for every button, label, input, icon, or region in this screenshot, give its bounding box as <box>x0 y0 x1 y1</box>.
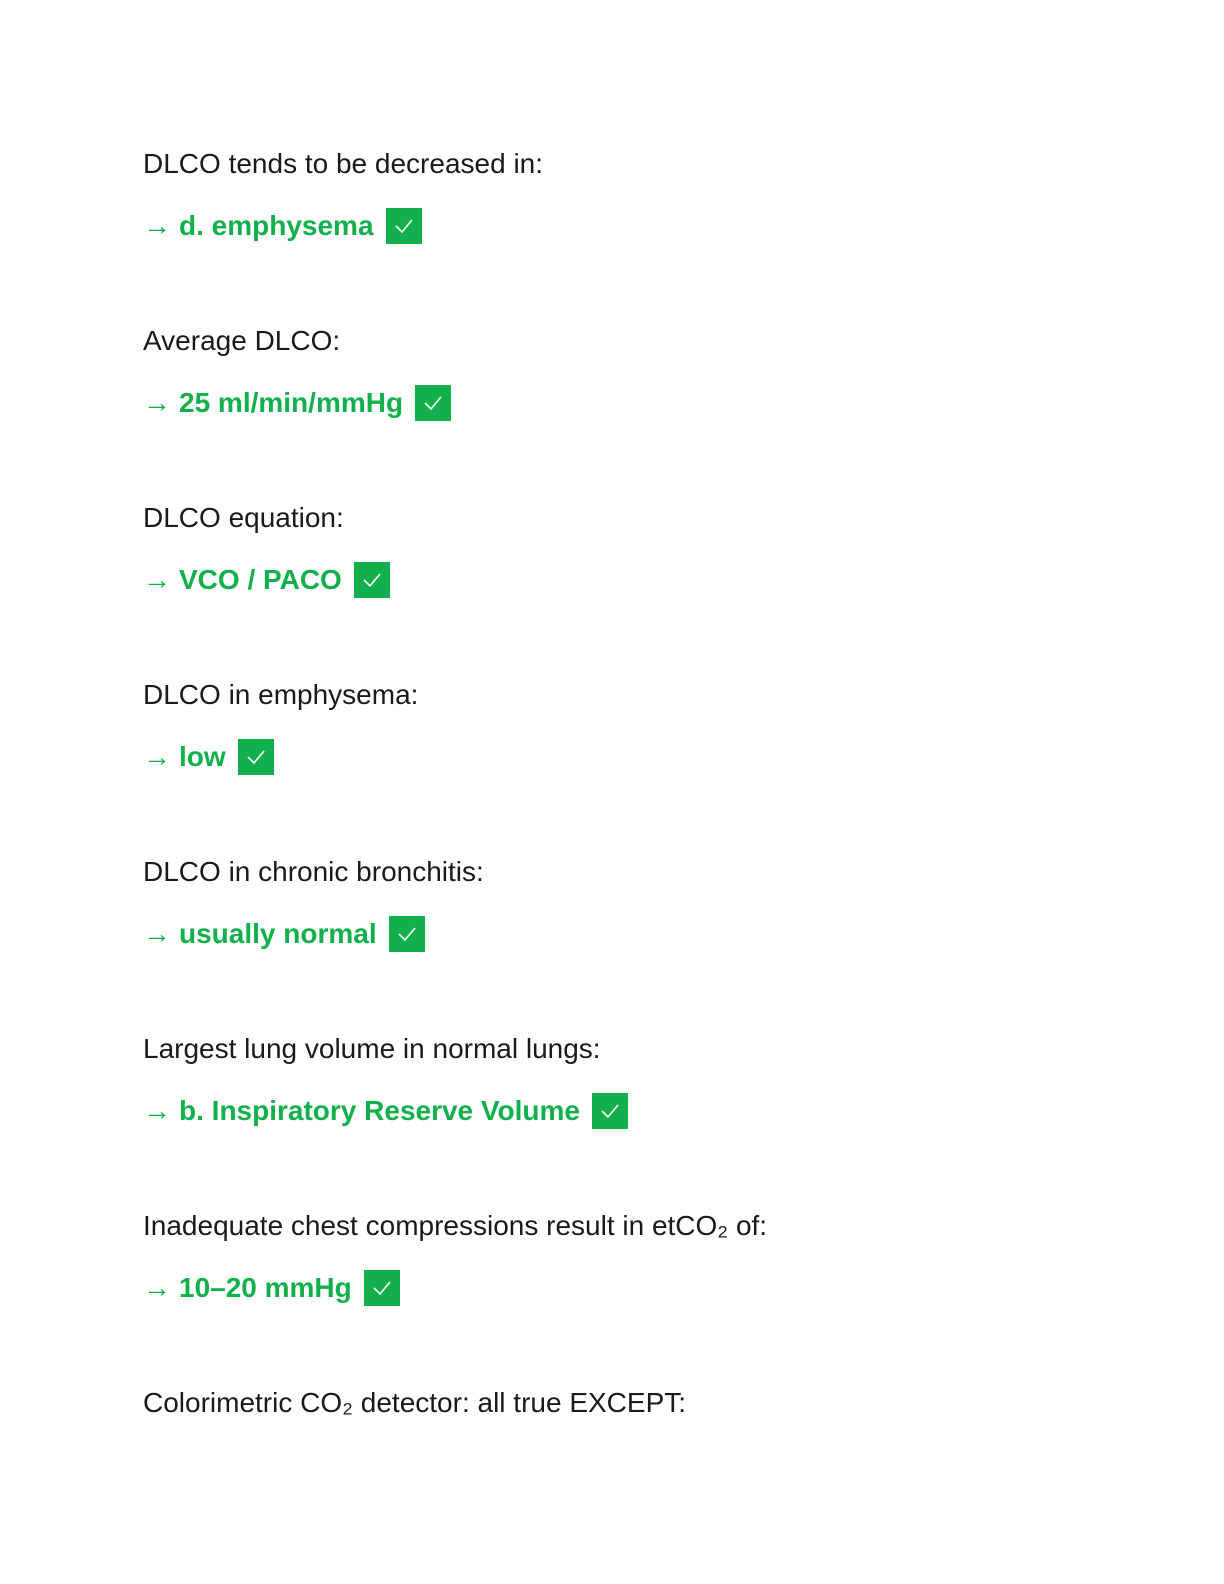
answer-line <box>143 738 274 776</box>
question-text: Inadequate chest compressions result in etCO₂ of: <box>143 1210 768 1241</box>
question-text: DLCO in chronic bronchitis: <box>143 856 484 887</box>
check-icon <box>238 739 274 775</box>
arrow-icon: → <box>143 1272 171 1303</box>
question-text: Average DLCO: <box>143 325 341 356</box>
check-icon <box>354 562 390 598</box>
answer-text: VCO / PACO <box>179 564 342 595</box>
answer-text: d. emphysema <box>179 210 374 241</box>
arrow-icon: → <box>143 210 171 241</box>
question-text: DLCO tends to be decreased in: <box>143 148 544 179</box>
answer-line <box>143 561 390 599</box>
arrow-icon: → <box>143 564 171 595</box>
arrow-icon: → <box>143 741 171 772</box>
answer-line <box>143 207 422 245</box>
question-text: Largest lung volume in normal lungs: <box>143 1033 601 1064</box>
check-icon <box>415 385 451 421</box>
check-icon <box>364 1270 400 1306</box>
answer-text: 25 ml/min/mmHg <box>179 387 404 418</box>
answer-line <box>143 1269 400 1307</box>
document-page <box>143 0 1143 1584</box>
answer-line <box>143 384 451 422</box>
answer-text: 10–20 mmHg <box>179 1272 352 1303</box>
arrow-icon: → <box>143 918 171 949</box>
arrow-icon: → <box>143 1095 171 1126</box>
answer-text: b. Inspiratory Reserve Volume <box>179 1095 580 1126</box>
answer-text: low <box>179 741 226 772</box>
arrow-icon: → <box>143 387 171 418</box>
question-text: DLCO in emphysema: <box>143 679 419 710</box>
answer-line <box>143 1092 628 1130</box>
check-icon <box>386 208 422 244</box>
check-icon <box>592 1093 628 1129</box>
question-text: DLCO equation: <box>143 502 344 533</box>
answer-line <box>143 915 425 953</box>
answer-text: usually normal <box>179 918 377 949</box>
question-text: Colorimetric CO₂ detector: all true EXCEPT: <box>143 1387 687 1418</box>
check-icon <box>389 916 425 952</box>
